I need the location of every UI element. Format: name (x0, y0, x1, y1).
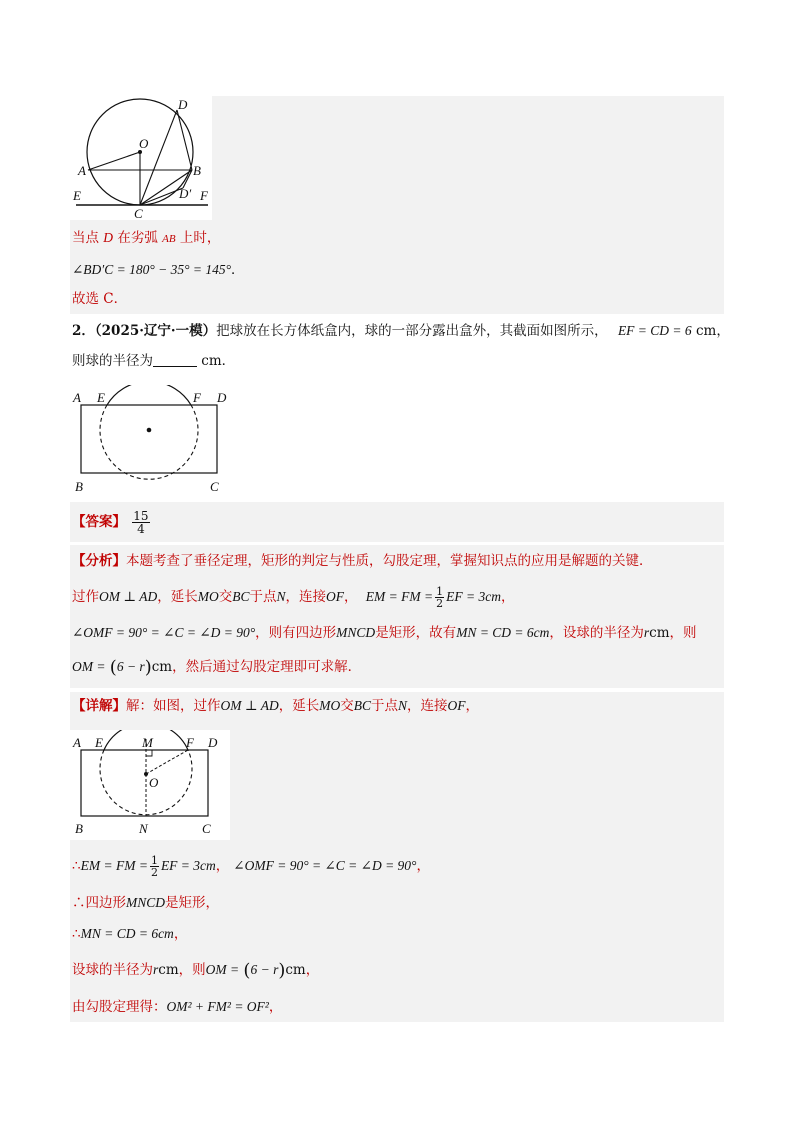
math: BC (353, 698, 371, 713)
text: ，连接 (285, 589, 326, 605)
fig3-label-E: E (95, 735, 103, 750)
text: 当点 (72, 230, 99, 246)
math: OM = (205, 962, 240, 977)
text: 设球的半径为 (72, 962, 153, 978)
fig3-label-F: F (186, 735, 194, 750)
text: ，延长 (157, 589, 198, 605)
step-line-5 (72, 998, 282, 1016)
math-paren-expr: (6 − r) (109, 657, 152, 678)
math: OM ⊥ AD (220, 698, 279, 713)
step-line-1 (72, 855, 430, 878)
answer-fraction (132, 510, 149, 535)
text: ， (268, 999, 283, 1015)
text: 是矩形， (165, 895, 220, 911)
math-angle: ∠BD′C = 180° − 35° = 145° (72, 262, 232, 277)
math: MO (319, 698, 341, 713)
math-arc-AB: AB (162, 233, 176, 245)
math: EF = 3cm (446, 589, 501, 604)
fraction-numerator: 1 (436, 585, 444, 598)
analysis-text: 本题考查了垂径定理，矩形的判定与性质，勾股定理，掌握知识点的应用是解题的关键． (126, 553, 653, 569)
top-line-3 (72, 290, 127, 308)
fig2-label-A: A (73, 390, 81, 405)
unit: cm (151, 659, 173, 675)
text: ，则有四边形 (255, 625, 337, 641)
math: OF (447, 698, 466, 713)
text: ，然后通过勾股定理即可求解． (172, 659, 362, 675)
top-line-1 (72, 229, 220, 248)
analysis-line-4 (72, 658, 361, 677)
question-source: （2025·辽宁·一模） (94, 323, 217, 339)
figure-box-ball-detail (70, 730, 230, 840)
fig3-label-O: O (149, 775, 159, 790)
fig1-label-E: E (73, 188, 81, 203)
unit: cm (285, 962, 306, 978)
text: 四边形 (85, 895, 126, 911)
text: ， (343, 589, 358, 605)
text: 上时， (179, 230, 221, 246)
unit: cm (201, 353, 222, 369)
question-text: 则球的半径为 (72, 353, 153, 369)
unit: cm (158, 962, 179, 978)
text: ， (215, 858, 230, 874)
answer-blank (153, 353, 197, 367)
math-condition: EF = CD = 6 (617, 323, 692, 338)
answer-shade (70, 502, 724, 542)
figure-box-ball (70, 385, 240, 497)
fig2-label-D: D (217, 390, 227, 405)
fig3-label-B: B (75, 821, 83, 836)
fig2-label-C: C (210, 479, 219, 494)
fraction-half (435, 586, 444, 609)
fig3-label-D: D (208, 735, 218, 750)
fig1-label-D: D (178, 97, 188, 112)
step-line-3 (72, 925, 187, 943)
math: ∠OMF = 90° = ∠C = ∠D = 90° (72, 625, 256, 640)
fraction-numerator: 1 (150, 854, 158, 867)
fig3-label-C: C (202, 821, 211, 836)
step-line-4 (72, 961, 319, 980)
unit: cm (649, 625, 670, 641)
math: EF = 3cm (160, 858, 216, 873)
text: 交 (218, 589, 233, 605)
analysis-line-1 (72, 552, 653, 570)
fig2-label-E: E (97, 390, 105, 405)
text: ，延长 (278, 698, 320, 714)
analysis-tag: 【分析】 (72, 553, 126, 569)
choice-text: 故选 C． (72, 291, 128, 307)
text: ， (173, 926, 188, 942)
math: BC (232, 589, 250, 604)
fig1-label-A: A (78, 163, 86, 178)
math: N (276, 589, 286, 604)
fig1-label-F: F (200, 188, 208, 203)
math-paren-expr: (6 − r) (243, 960, 286, 981)
step-line-2 (72, 894, 219, 912)
text: ， (716, 323, 730, 339)
math: N (397, 698, 407, 713)
text: 解：如图，过作 (126, 698, 221, 714)
math: r (153, 962, 159, 977)
text: ，则 (178, 962, 206, 978)
math: MN = CD = 6cm (456, 625, 550, 640)
detail-line-1 (72, 697, 479, 715)
text: ． (231, 262, 245, 278)
math-D: D (103, 230, 114, 245)
math: EM = FM = (365, 589, 434, 604)
fig1-label-O: O (139, 136, 149, 151)
question-text: 把球放在长方体纸盒内，球的一部分露出盒外，其截面如图所示， (216, 323, 608, 339)
text: 于点 (249, 589, 277, 605)
fig3-label-M: M (142, 735, 153, 750)
fig3-label-N: N (139, 821, 148, 836)
unit: cm (695, 323, 717, 339)
math: 6 − r (116, 659, 145, 674)
question-number: 2． (72, 323, 95, 339)
text: ，设球的半径为 (549, 625, 644, 641)
text: ， (416, 858, 430, 874)
fig3-label-A: A (73, 735, 81, 750)
question-2-line-1 (72, 322, 730, 340)
fraction-half (150, 855, 159, 878)
math: MNCD (336, 625, 376, 640)
fig2-label-B: B (75, 479, 83, 494)
therefore-symbol: ∴ (72, 926, 81, 942)
math: MN = CD = 6cm (80, 926, 174, 941)
math: MNCD (126, 895, 166, 910)
text: ，连接 (406, 698, 448, 714)
text: 交 (340, 698, 354, 714)
figure-circle-tangent (70, 96, 212, 220)
detail-tag: 【详解】 (72, 698, 126, 714)
text: 在劣弧 (117, 230, 158, 246)
math: OM² + FM² = OF² (166, 999, 269, 1014)
math: r (643, 625, 650, 640)
text: ， (500, 589, 515, 605)
math: EM = FM = (80, 858, 148, 873)
text: ， (305, 962, 320, 978)
answer-line (72, 509, 152, 535)
therefore-symbol: ∴ (72, 895, 86, 911)
math: ∠OMF = 90° = ∠C = ∠D = 90° (233, 858, 417, 873)
text: 过作 (72, 589, 99, 605)
math: 6 − r (250, 962, 279, 977)
math: OM = (72, 659, 106, 674)
fig2-label-F: F (193, 390, 201, 405)
analysis-line-3 (72, 624, 697, 642)
text: ，则 (669, 625, 697, 641)
math: MO (197, 589, 219, 604)
analysis-line-2 (72, 586, 514, 609)
math: OF (325, 589, 344, 604)
text: 于点 (370, 698, 398, 714)
fig1-label-B: B (193, 163, 201, 178)
text: ， (465, 698, 479, 714)
fig1-label-C: C (134, 206, 143, 220)
question-2-line-2 (72, 352, 235, 370)
text: 是矩形，故有 (375, 625, 457, 641)
fig1-label-Dp: D′ (179, 186, 192, 201)
fraction-denominator: 2 (150, 866, 158, 879)
text: ． (221, 353, 236, 369)
fraction-numerator: 15 (133, 509, 149, 523)
math: OM ⊥ AD (99, 589, 158, 604)
top-line-2 (72, 261, 245, 279)
fraction-denominator: 4 (137, 522, 145, 536)
fraction-denominator: 2 (436, 597, 444, 610)
text: 由勾股定理得： (72, 999, 167, 1015)
answer-tag: 【答案】 (72, 514, 126, 530)
therefore-symbol: ∴ (72, 858, 81, 874)
